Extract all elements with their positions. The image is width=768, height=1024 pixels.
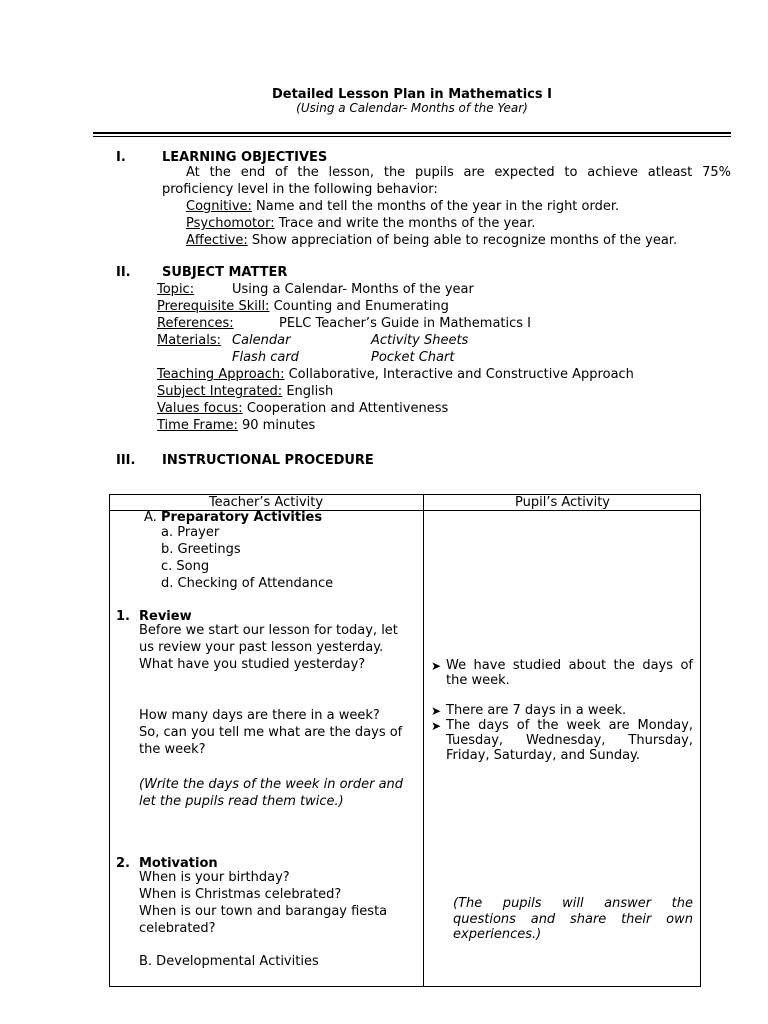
references-value: PELC Teacher’s Guide in Mathematics I [279,316,532,331]
objective-text: Show appreciation of being able to recognize months of the year. [247,233,678,248]
objective-text: Trace and write the months of the year. [274,216,536,231]
material-item: Flash card [232,350,299,365]
objectives-intro-line1: At the end of the lesson, the pupils are expected to achieve atleast 75% [186,165,731,180]
write-note-line: let the pupils read them twice.) [139,794,344,809]
review-line: us review your past lesson yesterday. [139,640,384,655]
time-frame-line [157,417,315,434]
prereq-value: Counting and Enumerating [269,299,449,314]
approach-value: Collaborative, Interactive and Constructive Approach [284,367,634,382]
objective-affective [186,232,677,249]
pupil-answer: There are 7 days in a week. [446,703,627,718]
objective-label: Cognitive: [186,199,252,214]
header-rule-thick [93,132,731,134]
col-header-teacher: Teacher’s Activity [208,495,324,510]
objective-label: Psychomotor: [186,216,275,231]
prep-letter: A. [144,510,157,525]
motivation-line: When is your birthday? [139,870,290,885]
list-item: c. Song [161,559,210,574]
motivation-line: When is our town and barangay fiesta [139,904,388,919]
time-frame-value: 90 minutes [237,418,316,433]
section-heading-subject: SUBJECT MATTER [162,265,288,280]
developmental-activities: B. Developmental Activities [139,954,319,969]
section-number-subject: II. [116,265,131,280]
objective-text: Name and tell the months of the year in the right order. [251,199,620,214]
motivation-line: celebrated? [139,921,216,936]
document-subtitle: (Using a Calendar- Months of the Year) [296,101,528,115]
list-item: b. Greetings [161,542,241,557]
section-number-objectives: I. [116,150,126,165]
topic-value: Using a Calendar- Months of the year [232,282,474,297]
prereq-line [157,298,449,315]
arrow-bullet-icon: ➤ [431,659,442,673]
objective-cognitive [186,198,619,215]
subject-integrated-line [157,383,333,400]
values-focus-line [157,400,448,417]
pupil-note: (The pupils will answer the questions and share their own experiences.) [453,896,693,942]
values-focus-label: Values focus: [157,401,243,416]
days-question-line: How many days are there in a week? [139,708,380,723]
material-item: Calendar [232,333,291,348]
write-note-line: (Write the days of the week in order and [139,777,404,792]
motivation-line: When is Christmas celebrated? [139,887,342,902]
objective-label: Affective: [186,233,248,248]
arrow-bullet-icon: ➤ [431,704,442,718]
subject-integrated-label: Subject Integrated: [157,384,283,399]
list-item: d. Checking of Attendance [161,576,334,591]
pupil-answer: The days of the week are Monday, Tuesday, Wednesday, Thursday, Friday, Saturday, and Sunday. [446,718,693,763]
subject-integrated-value: English [282,384,334,399]
days-question-line: So, can you tell me what are the days of [139,725,403,740]
material-item: Activity Sheets [371,333,469,348]
arrow-bullet-icon: ➤ [431,719,442,733]
materials-label: Materials: [157,333,221,348]
approach-line [157,366,634,383]
col-header-pupil: Pupil’s Activity [515,495,610,510]
prereq-label: Prerequisite Skill: [157,299,270,314]
review-line: What have you studied yesterday? [139,657,366,672]
section-number-procedure: III. [116,453,136,468]
time-frame-label: Time Frame: [157,418,238,433]
values-focus-value: Cooperation and Attentiveness [242,401,449,416]
days-question-line: the week? [139,742,206,757]
review-heading: Review [139,609,192,624]
document-title: Detailed Lesson Plan in Mathematics I [271,87,552,102]
topic-label: Topic: [157,282,195,297]
motivation-number: 2. [116,856,130,871]
prep-heading: Preparatory Activities [160,510,323,525]
objectives-intro-line2: proficiency level in the following behavior: [162,182,438,197]
material-item: Pocket Chart [371,350,455,365]
table-column-divider [423,494,424,987]
section-heading-objectives: LEARNING OBJECTIVES [162,150,328,165]
header-rule-thin [93,136,731,137]
approach-label: Teaching Approach: [157,367,285,382]
list-item: a. Prayer [161,525,220,540]
section-heading-procedure: INSTRUCTIONAL PROCEDURE [162,453,374,468]
review-number: 1. [116,609,130,624]
review-line: Before we start our lesson for today, let [139,623,398,638]
pupil-answer: We have studied about the days of the week. [446,658,693,688]
motivation-heading: Motivation [139,856,218,871]
references-label: References: [157,316,234,331]
objective-psychomotor [186,215,535,232]
